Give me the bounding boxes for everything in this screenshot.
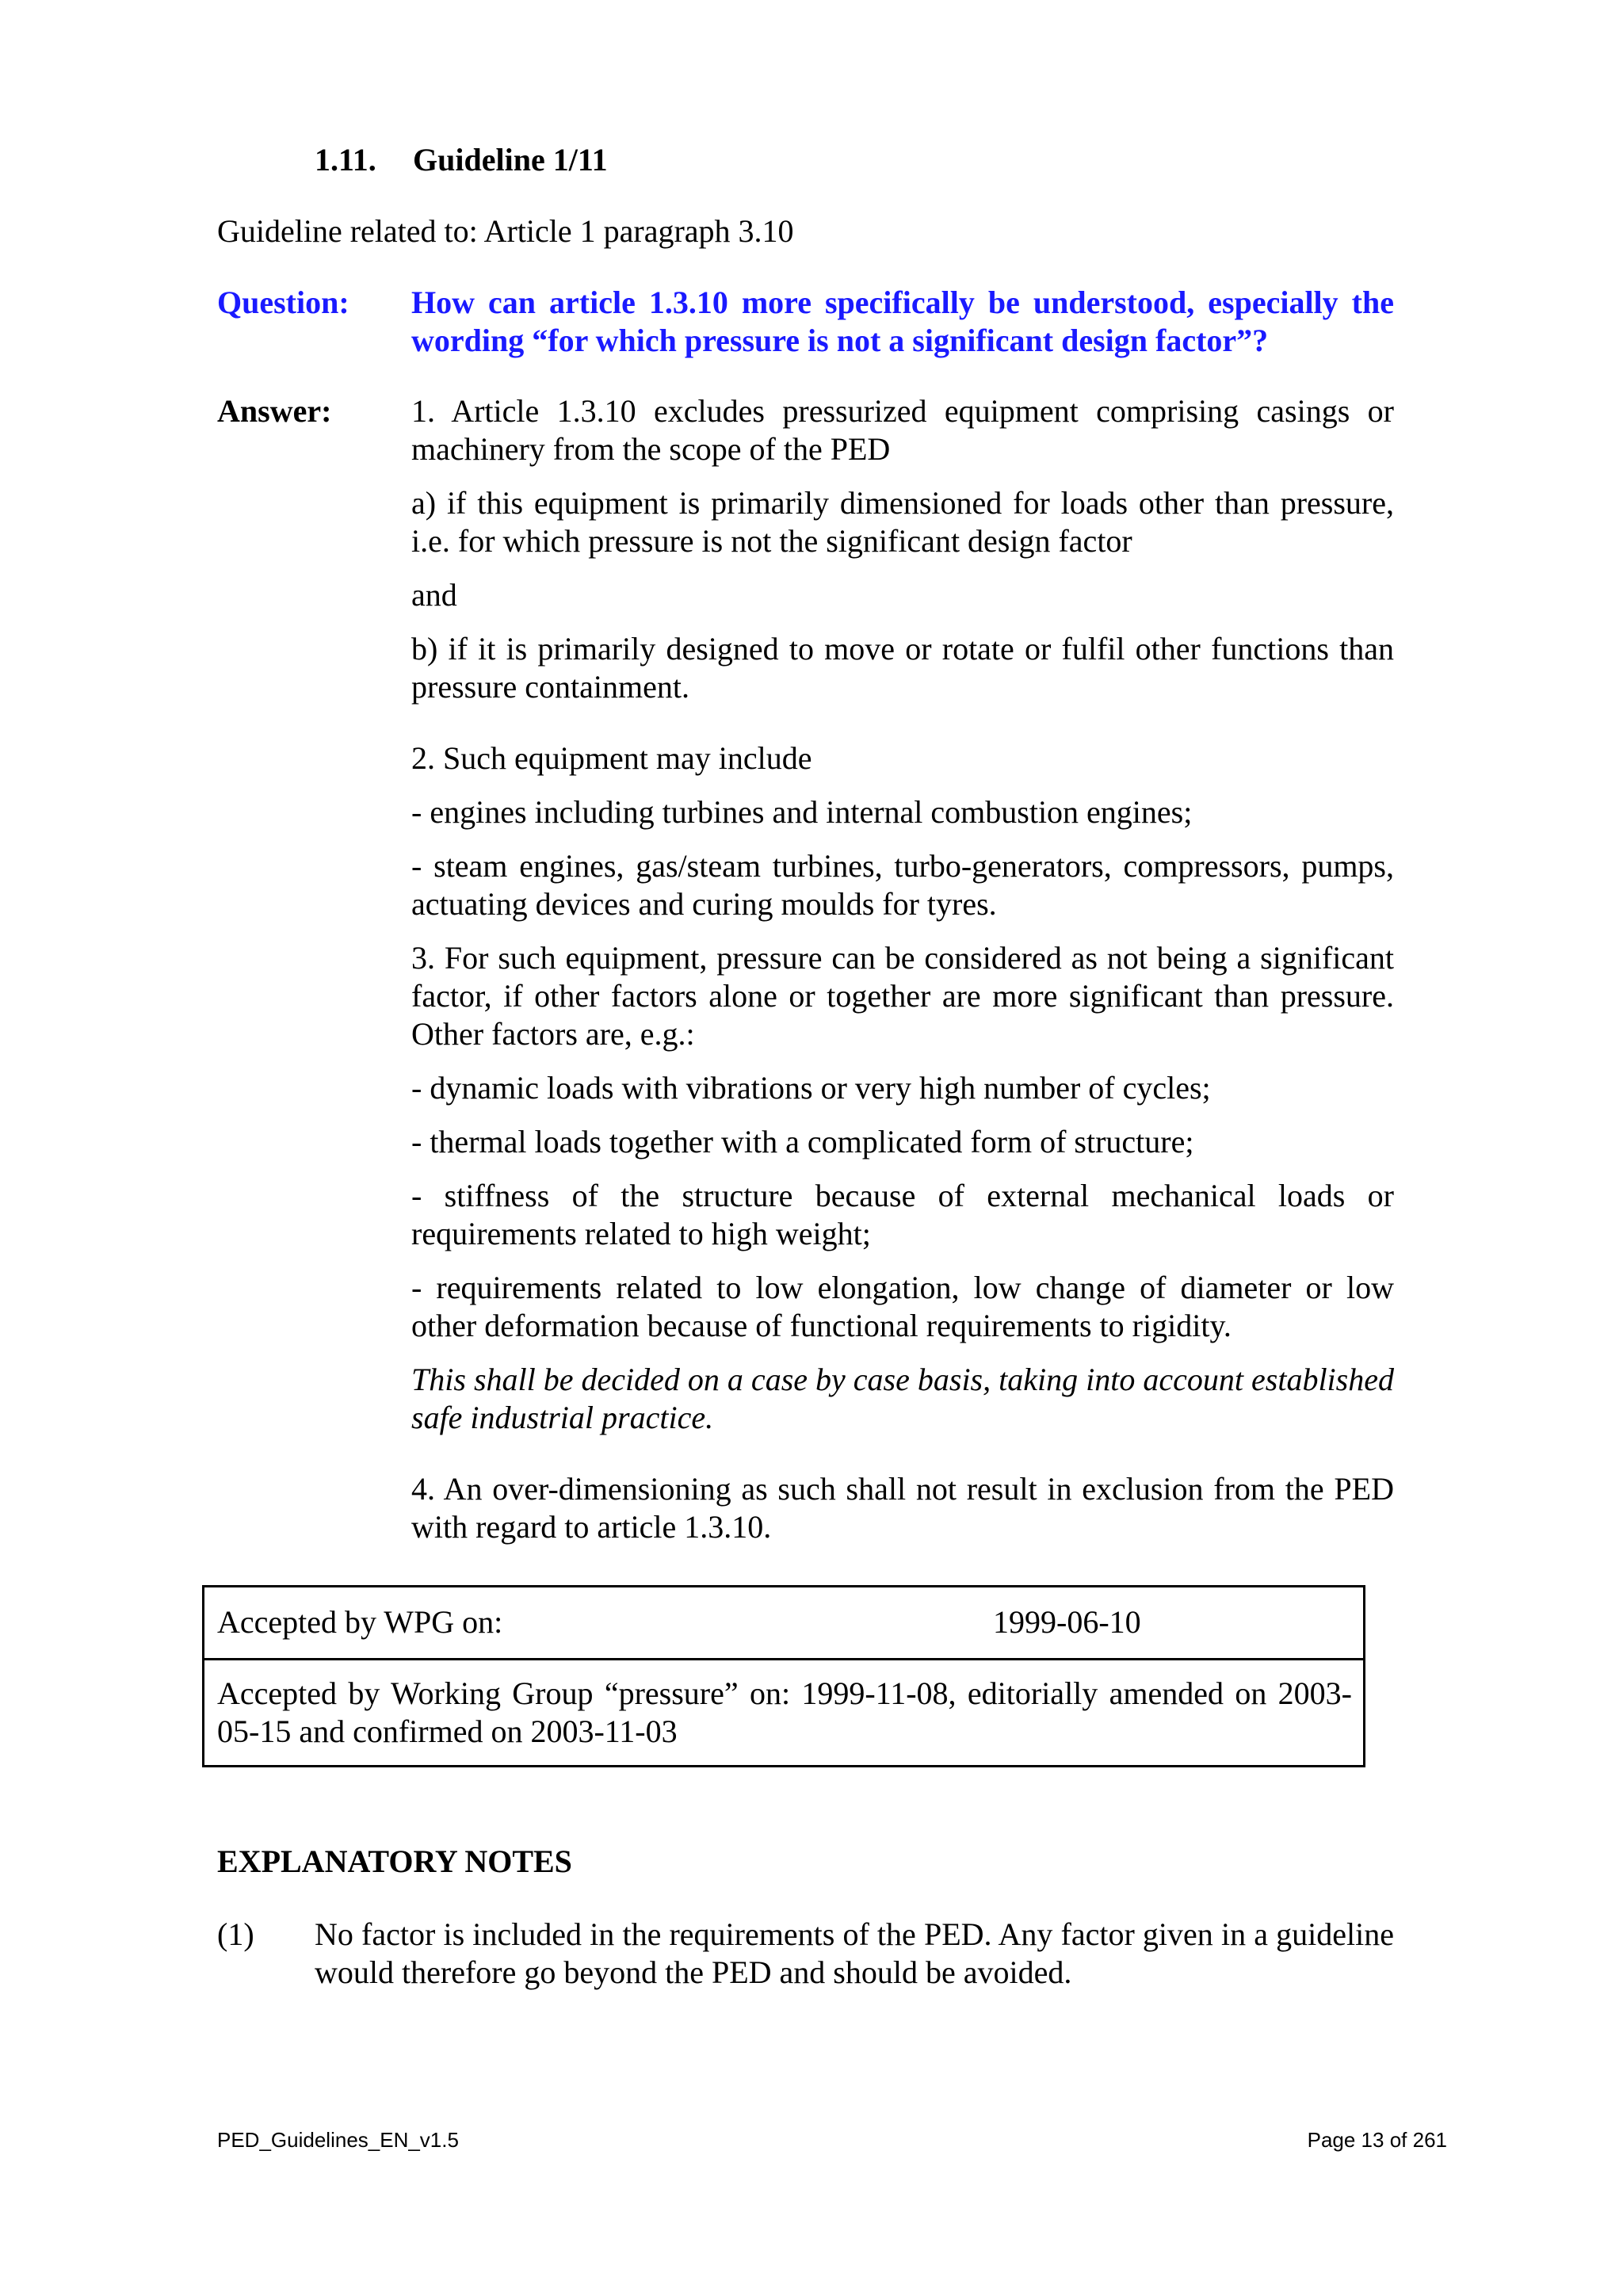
answer-paragraph: This shall be decided on a case by case basis, taking into account established safe industrial practice.	[411, 1362, 1394, 1435]
answer-paragraph: - requirements related to low elongation, low change of diameter or low other deformation because of functional requirements to rigidity.	[411, 1270, 1394, 1343]
section-heading	[315, 136, 608, 184]
section-number: 1.11.	[315, 142, 376, 178]
answer-paragraph: - engines including turbines and internal combustion engines;	[411, 794, 1193, 830]
wpg-date: 1999-06-10	[993, 1604, 1141, 1640]
question-label: Question:	[217, 285, 349, 320]
answer-label: Answer:	[217, 393, 332, 429]
answer-paragraph: a) if this equipment is primarily dimensioned for loads other than pressure, i.e. for which pressure is not the significant design factor	[411, 485, 1394, 559]
answer-paragraph: 2. Such equipment may include	[411, 740, 812, 776]
acceptance-row-wpg	[204, 1587, 1363, 1660]
wpg-label: Accepted by WPG on:	[217, 1604, 503, 1640]
answer-paragraph: - thermal loads together with a complicated form of structure;	[411, 1124, 1194, 1159]
answer-paragraph: - dynamic loads with vibrations or very high number of cycles;	[411, 1070, 1211, 1106]
guideline-related: Guideline related to: Article 1 paragraph 3.10	[217, 213, 794, 249]
answer-paragraph: - steam engines, gas/steam turbines, turbo-generators, compressors, pumps, actuating devices and curing moulds for tyres.	[411, 848, 1394, 922]
footer-page-number: Page 13 of 261	[1307, 2128, 1447, 2152]
footer-document-name: PED_Guidelines_EN_v1.5	[217, 2128, 459, 2152]
answer-paragraph: b) if it is primarily designed to move or rotate or fulfil other functions than pressure containment.	[411, 631, 1394, 705]
answer-paragraph: 4. An over-dimensioning as such shall not result in exclusion from the PED with regard to article 1.3.10.	[411, 1471, 1394, 1545]
answer-paragraph: 3. For such equipment, pressure can be considered as not being a significant factor, if other factors alone or together are more significant than pressure. Other factors are, e.g.:	[411, 940, 1394, 1052]
acceptance-row-working-group: Accepted by Working Group “pressure” on: 1999-11-08, editorially amended on 2003-05-15 and confirmed on 2003-11-03	[217, 1675, 1352, 1749]
answer-paragraph: - stiffness of the structure because of external mechanical loads or requirements related to high weight;	[411, 1178, 1394, 1251]
answer-paragraph: 1. Article 1.3.10 excludes pressurized equipment comprising casings or machinery from the scope of the PED	[411, 393, 1394, 467]
note-number: (1)	[217, 1916, 254, 1952]
section-title: Guideline 1/11	[413, 142, 608, 178]
note-text: No factor is included in the requirements of the PED. Any factor given in a guideline would therefore go beyond the PED and should be avoided.	[315, 1916, 1394, 1990]
answer-body	[411, 392, 1394, 1562]
explanatory-notes-title: EXPLANATORY NOTES	[217, 1843, 572, 1879]
answer-paragraph: and	[411, 577, 457, 613]
question-text: How can article 1.3.10 more specifically be understood, especially the wording “for which pressure is not a significant design factor”?	[411, 285, 1394, 358]
acceptance-table	[202, 1585, 1365, 1767]
